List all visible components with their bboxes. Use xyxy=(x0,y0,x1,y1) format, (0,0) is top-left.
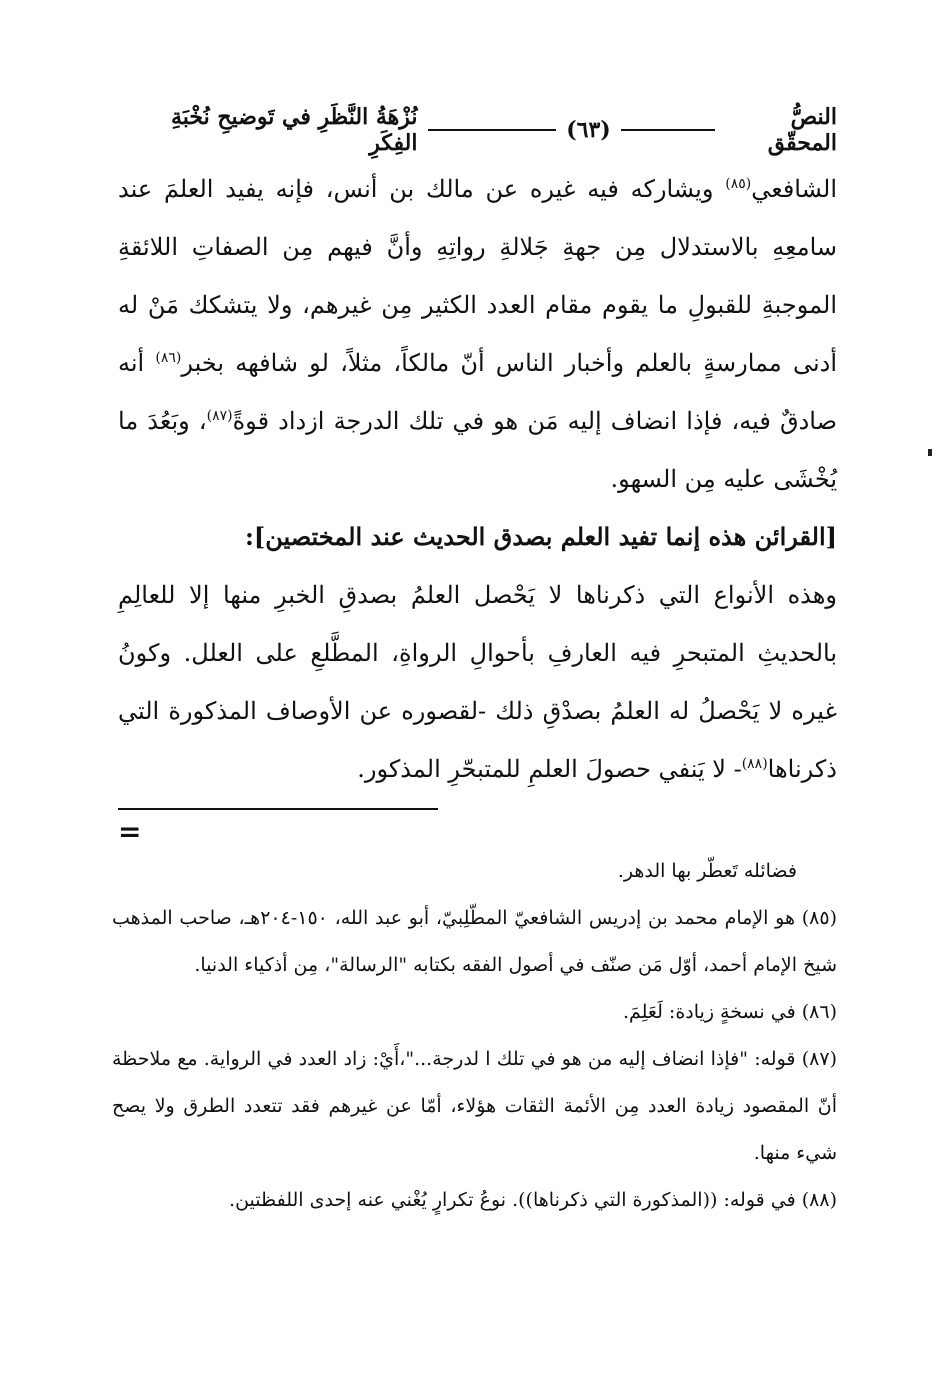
footnote-85 xyxy=(112,895,837,989)
footnote-continuation: فضائله تَعطّر بها الدهر. xyxy=(617,860,797,882)
para1-seg-4: ، وبَعُدَ ما يُخْشَى عليه مِن السهو. xyxy=(118,407,837,493)
paragraph-1 xyxy=(118,160,837,508)
footnote-87 xyxy=(112,1036,837,1177)
continuation-mark: = xyxy=(118,815,142,848)
para2-seg-1: وهذه الأنواع التي ذكرناها لا يَحْصل العلمُ بصدقِ الخبرِ منها إلا للعالِمِ بالحديثِ المتبحرِ فيه العارفِ بأحوالِ الرواةِ، المطَّلعِ على العلل. وكونُ غيره لا يَحْصلُ له العلمُ بصدْقِ ذلك -لقصوره عن الأوصاف المذكورة التي ذكرناها xyxy=(118,581,837,783)
running-header xyxy=(118,104,837,156)
footnote-number: (٨٨) xyxy=(801,1189,837,1211)
footnote-ref-85[interactable]: (٨٥) xyxy=(725,176,752,192)
header-rule-left xyxy=(428,129,557,131)
margin-mark xyxy=(928,449,932,456)
para1-seg-3: أنه صادقٌ فيه، فإذا انضاف إليه مَن هو في تلك الدرجة ازداد قوةً xyxy=(118,349,837,435)
para2-seg-2: - لا يَنفي حصولَ العلمِ للمتبحّرِ المذكور. xyxy=(357,755,742,783)
header-rule-right xyxy=(621,129,715,131)
para1-seg-1: الشافعي xyxy=(751,175,838,203)
footnote-text: في نسخةٍ زيادة: لَعَلِمَ. xyxy=(622,1001,796,1023)
footnote-ref-87[interactable]: (٨٧) xyxy=(206,408,233,424)
footnote-number: (٨٧) xyxy=(801,1048,837,1070)
footnote-ref-88[interactable]: (٨٨) xyxy=(741,756,768,772)
para1-seg-2: ويشاركه فيه غيره عن مالك بن أنس، فإنه يفيد العلمَ عند سامعِهِ بالاستدلال مِن جهةِ جَلالةِ رواتِهِ وأنَّ فيهم مِن الصفاتِ اللائقةِ الموجبةِ للقبولِ ما يقوم مقام العدد الكثير مِن غيرهم، ولا يتشكك مَنْ له أدنى ممارسةٍ بالعلم وأخبار الناس أنّ مالكاً، مثلاً، لو شافهه بخبر xyxy=(118,175,837,377)
paragraph-2 xyxy=(118,566,837,798)
footnotes xyxy=(112,848,837,1224)
page-number: (٦٣) xyxy=(566,117,611,143)
footnote-number: (٨٦) xyxy=(801,1001,837,1023)
footnote-text: في قوله: ((المذكورة التي ذكرناها)). نوعُ تكرارٍ يُغْني عنه إحدى اللفظتين. xyxy=(229,1189,796,1211)
footnote-text: هو الإمام محمد بن إدريس الشافعيّ المطّلِبيّ، أبو عبد الله، ١٥٠-٢٠٤هـ، صاحب المذهب شيخ الإمام أحمد، أوّل مَن صنّف في أصول الفقه بكتابه "الرسالة"، مِن أذكياء الدنيا. xyxy=(112,907,837,976)
header-left xyxy=(118,104,715,156)
footnote-text: قوله: "فإذا انضاف إليه من هو في تلك ا لدرجة..."،أَيْ: زاد العدد في الرواية. مع ملاحظة أنّ المقصود زيادة العدد مِن الأئمة الثقات هؤلاء، أمّا عن غيرهم فقد تتعدد الطرق ولا يصح شيء منها. xyxy=(112,1048,837,1164)
footnote-separator xyxy=(118,808,438,810)
footnote-86 xyxy=(112,989,837,1036)
footnote-88 xyxy=(112,1177,837,1224)
section-heading: [القرائن هذه إنما تفيد العلم بصدق الحديث عند المختصين]: xyxy=(245,522,837,551)
book-title: نُزْهَةُ النَّظَرِ في تَوضيحِ نُخْبَةِ الفِكَرِ xyxy=(170,104,418,156)
footnote-ref-86[interactable]: (٨٦) xyxy=(155,350,182,366)
section-title: النصُّ المحقّق xyxy=(767,104,837,156)
footnote-number: (٨٥) xyxy=(801,907,838,929)
main-text xyxy=(118,160,837,798)
